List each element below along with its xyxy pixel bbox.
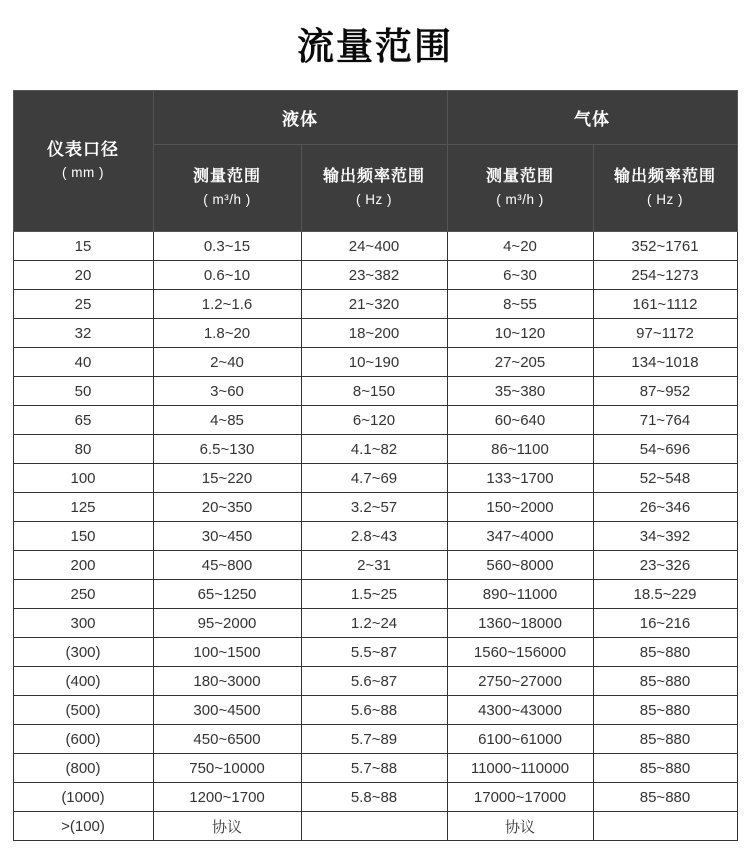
cell-gas-measure-range: 35~380 <box>447 377 593 406</box>
table-row <box>13 551 737 580</box>
table-row <box>13 377 737 406</box>
header-gas-measure-range-unit: ( m³/h ) <box>496 192 544 208</box>
cell-liquid-measure-range: 450~6500 <box>153 725 301 754</box>
flow-range-table <box>13 90 738 841</box>
cell-liquid-measure-range: 65~1250 <box>153 580 301 609</box>
cell-diameter: 300 <box>13 609 153 638</box>
cell-diameter: (800) <box>13 754 153 783</box>
table-row <box>13 783 737 812</box>
cell-gas-measure-range: 1560~156000 <box>447 638 593 667</box>
cell-gas-output-freq: 161~1112 <box>593 290 737 319</box>
cell-liquid-output-freq: 4.7~69 <box>301 464 447 493</box>
cell-diameter: (600) <box>13 725 153 754</box>
cell-liquid-measure-range: 300~4500 <box>153 696 301 725</box>
cell-diameter: 250 <box>13 580 153 609</box>
cell-gas-output-freq: 52~548 <box>593 464 737 493</box>
cell-liquid-measure-range: 750~10000 <box>153 754 301 783</box>
cell-liquid-output-freq: 10~190 <box>301 348 447 377</box>
cell-gas-measure-range: 27~205 <box>447 348 593 377</box>
cell-gas-output-freq: 85~880 <box>593 725 737 754</box>
cell-diameter: 15 <box>13 232 153 261</box>
table-row <box>13 319 737 348</box>
cell-diameter: 25 <box>13 290 153 319</box>
table-row <box>13 754 737 783</box>
cell-liquid-output-freq <box>301 812 447 841</box>
table-row <box>13 493 737 522</box>
cell-liquid-output-freq: 5.6~88 <box>301 696 447 725</box>
cell-gas-measure-range: 4300~43000 <box>447 696 593 725</box>
cell-gas-output-freq: 254~1273 <box>593 261 737 290</box>
cell-liquid-output-freq: 2~31 <box>301 551 447 580</box>
table-row <box>13 290 737 319</box>
cell-gas-measure-range: 890~11000 <box>447 580 593 609</box>
cell-liquid-output-freq: 18~200 <box>301 319 447 348</box>
header-gas-group: 气体 <box>447 91 737 145</box>
header-gas-output-freq-unit: ( Hz ) <box>647 192 683 208</box>
cell-liquid-output-freq: 6~120 <box>301 406 447 435</box>
header-diameter-label: 仪表口径 <box>47 140 119 159</box>
cell-liquid-measure-range: 45~800 <box>153 551 301 580</box>
header-liquid-measure-range-unit: ( m³/h ) <box>203 192 251 208</box>
cell-gas-output-freq: 54~696 <box>593 435 737 464</box>
cell-gas-measure-range: 2750~27000 <box>447 667 593 696</box>
cell-diameter: 50 <box>13 377 153 406</box>
cell-gas-measure-range: 10~120 <box>447 319 593 348</box>
header-liquid-output-freq <box>301 145 447 232</box>
cell-liquid-output-freq: 2.8~43 <box>301 522 447 551</box>
cell-gas-output-freq: 85~880 <box>593 696 737 725</box>
cell-liquid-measure-range: 20~350 <box>153 493 301 522</box>
cell-liquid-measure-range: 6.5~130 <box>153 435 301 464</box>
table-row <box>13 609 737 638</box>
cell-liquid-measure-range: 100~1500 <box>153 638 301 667</box>
header-liquid-measure-range-label: 测量范围 <box>192 168 261 186</box>
cell-diameter: 80 <box>13 435 153 464</box>
table-row <box>13 696 737 725</box>
cell-liquid-output-freq: 23~382 <box>301 261 447 290</box>
cell-liquid-measure-range: 1.2~1.6 <box>153 290 301 319</box>
cell-gas-measure-range: 6~30 <box>447 261 593 290</box>
cell-gas-output-freq: 71~764 <box>593 406 737 435</box>
cell-gas-output-freq: 97~1172 <box>593 319 737 348</box>
cell-gas-measure-range: 协议 <box>447 812 593 841</box>
table-row <box>13 464 737 493</box>
table-row <box>13 348 737 377</box>
header-diameter-unit: ( mm ) <box>62 165 104 180</box>
cell-gas-output-freq: 34~392 <box>593 522 737 551</box>
table-row <box>13 580 737 609</box>
page-title: 流量范围 <box>297 26 453 67</box>
cell-gas-measure-range: 4~20 <box>447 232 593 261</box>
cell-liquid-measure-range: 1200~1700 <box>153 783 301 812</box>
cell-gas-measure-range: 8~55 <box>447 290 593 319</box>
cell-gas-output-freq: 23~326 <box>593 551 737 580</box>
table-row <box>13 406 737 435</box>
cell-liquid-measure-range: 15~220 <box>153 464 301 493</box>
cell-liquid-output-freq: 24~400 <box>301 232 447 261</box>
cell-gas-output-freq: 352~1761 <box>593 232 737 261</box>
header-liquid-measure-range <box>153 145 301 232</box>
header-gas-measure-range-label: 测量范围 <box>485 168 554 186</box>
cell-liquid-measure-range: 1.8~20 <box>153 319 301 348</box>
cell-liquid-measure-range: 2~40 <box>153 348 301 377</box>
header-gas-measure-range <box>447 145 593 232</box>
cell-gas-measure-range: 133~1700 <box>447 464 593 493</box>
header-gas-output-freq-label: 输出频率范围 <box>613 168 716 186</box>
cell-diameter: 20 <box>13 261 153 290</box>
cell-gas-output-freq: 85~880 <box>593 667 737 696</box>
cell-liquid-output-freq: 3.2~57 <box>301 493 447 522</box>
table-row <box>13 435 737 464</box>
cell-gas-output-freq: 85~880 <box>593 638 737 667</box>
cell-diameter: (300) <box>13 638 153 667</box>
cell-gas-measure-range: 11000~110000 <box>447 754 593 783</box>
cell-liquid-output-freq: 5.6~87 <box>301 667 447 696</box>
table-row <box>13 232 737 261</box>
cell-diameter: 200 <box>13 551 153 580</box>
cell-diameter: (400) <box>13 667 153 696</box>
cell-liquid-measure-range: 95~2000 <box>153 609 301 638</box>
cell-gas-measure-range: 560~8000 <box>447 551 593 580</box>
table-row <box>13 638 737 667</box>
cell-liquid-measure-range: 3~60 <box>153 377 301 406</box>
cell-diameter: (500) <box>13 696 153 725</box>
table-row <box>13 725 737 754</box>
header-liquid-output-freq-label: 输出频率范围 <box>322 168 425 186</box>
cell-gas-output-freq: 85~880 <box>593 754 737 783</box>
cell-diameter: 65 <box>13 406 153 435</box>
table-row <box>13 261 737 290</box>
cell-gas-output-freq: 16~216 <box>593 609 737 638</box>
cell-diameter: 40 <box>13 348 153 377</box>
cell-liquid-output-freq: 4.1~82 <box>301 435 447 464</box>
table-body <box>13 232 737 841</box>
cell-gas-measure-range: 1360~18000 <box>447 609 593 638</box>
table-row <box>13 667 737 696</box>
cell-gas-measure-range: 347~4000 <box>447 522 593 551</box>
cell-liquid-output-freq: 1.2~24 <box>301 609 447 638</box>
cell-diameter: >(100) <box>13 812 153 841</box>
header-liquid-group: 液体 <box>153 91 447 145</box>
table-row <box>13 812 737 841</box>
cell-liquid-output-freq: 5.7~89 <box>301 725 447 754</box>
cell-liquid-output-freq: 5.7~88 <box>301 754 447 783</box>
cell-gas-measure-range: 86~1100 <box>447 435 593 464</box>
cell-gas-output-freq: 134~1018 <box>593 348 737 377</box>
cell-diameter: 125 <box>13 493 153 522</box>
cell-liquid-output-freq: 5.5~87 <box>301 638 447 667</box>
table-row <box>13 522 737 551</box>
cell-liquid-measure-range: 0.3~15 <box>153 232 301 261</box>
cell-gas-output-freq <box>593 812 737 841</box>
cell-liquid-output-freq: 8~150 <box>301 377 447 406</box>
cell-diameter: 32 <box>13 319 153 348</box>
table-header <box>13 91 737 232</box>
cell-liquid-measure-range: 协议 <box>153 812 301 841</box>
header-row-groups <box>13 91 737 145</box>
cell-liquid-output-freq: 21~320 <box>301 290 447 319</box>
header-gas-output-freq <box>593 145 737 232</box>
cell-liquid-measure-range: 180~3000 <box>153 667 301 696</box>
cell-diameter: (1000) <box>13 783 153 812</box>
header-diameter <box>13 91 153 232</box>
cell-diameter: 150 <box>13 522 153 551</box>
cell-gas-output-freq: 26~346 <box>593 493 737 522</box>
cell-liquid-measure-range: 0.6~10 <box>153 261 301 290</box>
cell-liquid-output-freq: 5.8~88 <box>301 783 447 812</box>
cell-gas-output-freq: 87~952 <box>593 377 737 406</box>
header-liquid-output-freq-unit: ( Hz ) <box>356 192 392 208</box>
cell-gas-output-freq: 18.5~229 <box>593 580 737 609</box>
cell-liquid-measure-range: 30~450 <box>153 522 301 551</box>
cell-liquid-measure-range: 4~85 <box>153 406 301 435</box>
cell-gas-measure-range: 6100~61000 <box>447 725 593 754</box>
cell-gas-output-freq: 85~880 <box>593 783 737 812</box>
cell-liquid-output-freq: 1.5~25 <box>301 580 447 609</box>
cell-gas-measure-range: 60~640 <box>447 406 593 435</box>
cell-gas-measure-range: 150~2000 <box>447 493 593 522</box>
cell-diameter: 100 <box>13 464 153 493</box>
cell-gas-measure-range: 17000~17000 <box>447 783 593 812</box>
